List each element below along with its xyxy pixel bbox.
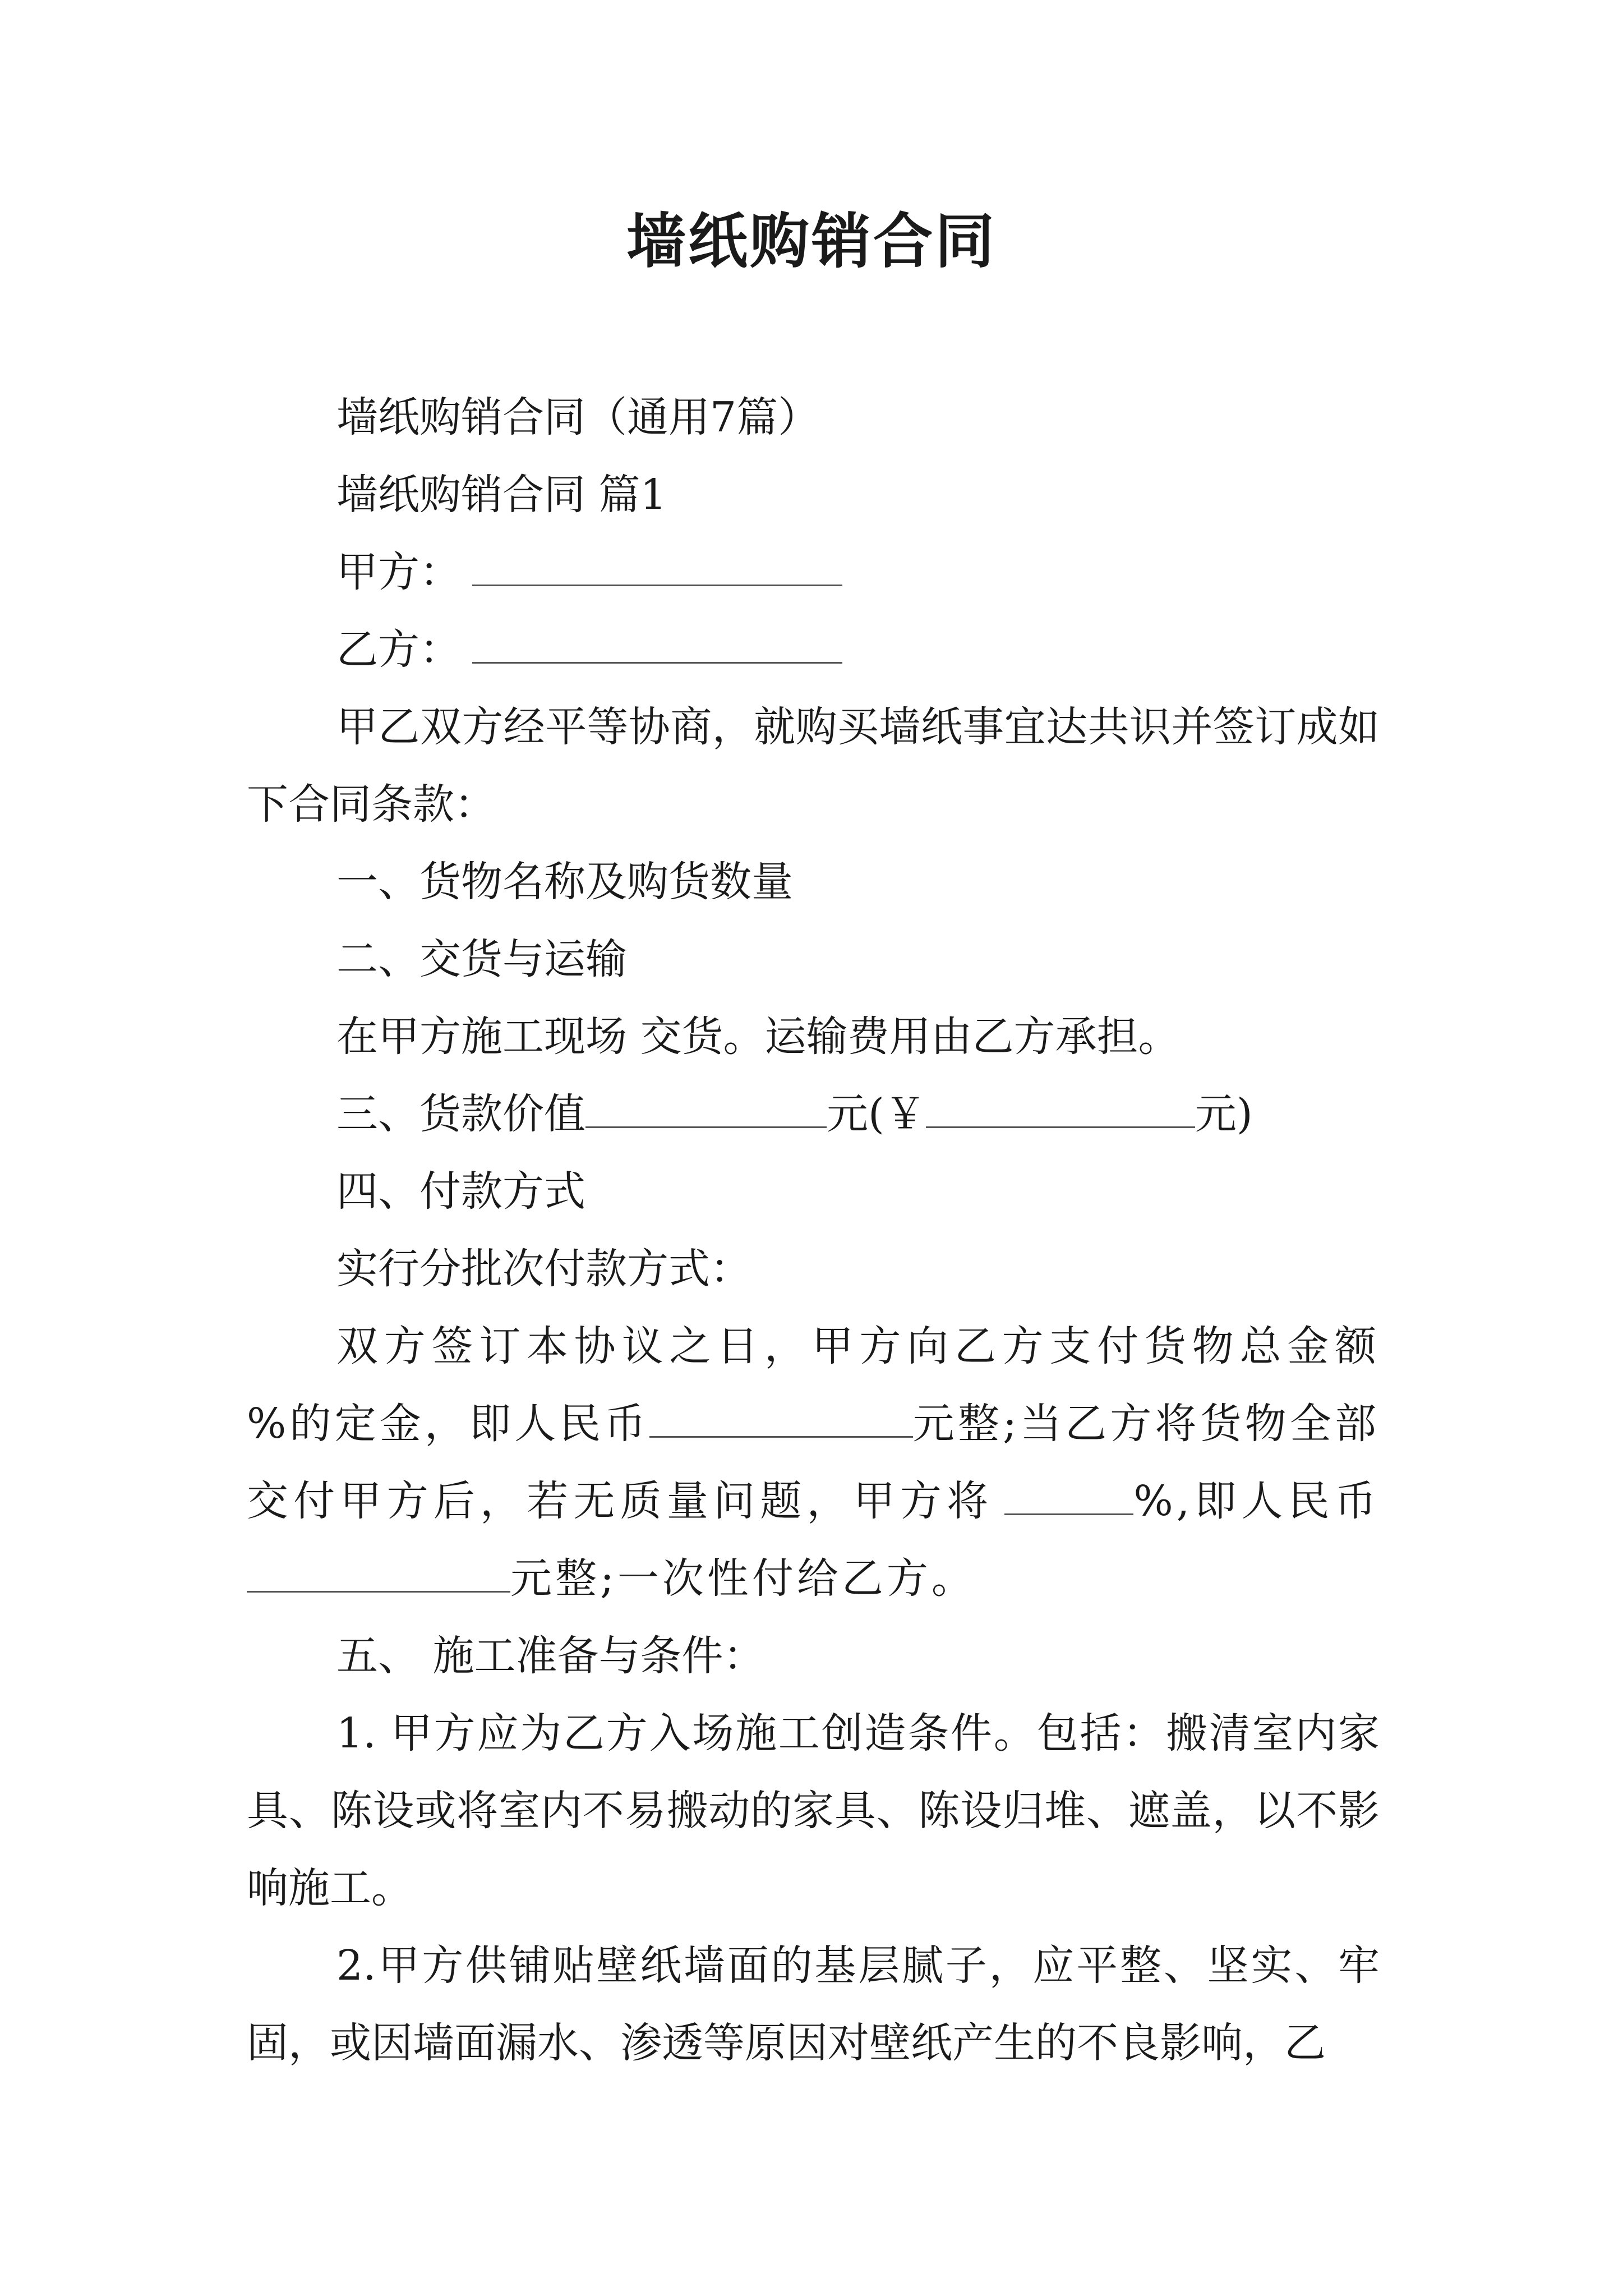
clause-3-line bbox=[247, 1075, 1380, 1153]
party-b-label: 乙方： bbox=[336, 625, 461, 674]
payment-terms-paragraph bbox=[247, 1308, 1380, 1617]
clause-1-heading: 一、货物名称及购货数量 bbox=[336, 858, 793, 906]
price-yuan-label: 元(￥ bbox=[827, 1090, 926, 1138]
clause-4-heading: 四、付款方式 bbox=[336, 1167, 585, 1216]
clause-2-text: 在甲方施工现场 交货。运输费用由乙方承担。 bbox=[336, 1013, 1180, 1061]
party-a-blank bbox=[472, 552, 842, 586]
clause-2-heading: 二、交货与运输 bbox=[336, 935, 627, 983]
clause-4-text: 实行分批次付款方式： bbox=[336, 1245, 751, 1293]
document-body bbox=[247, 379, 1380, 2082]
clause-5-item-1: 1. 甲方应为乙方入场施工创造条件。包括：搬清室内家具、陈设或将室内不易搬动的家具、陈设归堆、遮盖，以不影响施工。 bbox=[247, 1709, 1380, 1912]
price-rmb-blank bbox=[926, 1094, 1195, 1128]
price-blank bbox=[585, 1094, 827, 1128]
payment-text-b: 元整;当乙方将货物全部交付甲方后，若无质量问题，甲方将 bbox=[247, 1400, 1380, 1525]
payment-text-d: 元整;一次性付给乙方。 bbox=[510, 1554, 976, 1603]
deposit-blank bbox=[649, 1404, 913, 1438]
final-payment-blank bbox=[247, 1558, 510, 1593]
party-b-line bbox=[247, 611, 1380, 688]
paragraph-section-heading: 墙纸购销合同 篇1 bbox=[336, 471, 667, 519]
percent-blank bbox=[1004, 1481, 1133, 1515]
party-a-label: 甲方： bbox=[336, 548, 461, 596]
clause-3-label: 三、货款价值 bbox=[336, 1090, 585, 1138]
party-b-blank bbox=[472, 629, 842, 664]
price-close-label: 元) bbox=[1195, 1090, 1253, 1138]
clause-5-heading: 五、 施工准备与条件： bbox=[336, 1632, 765, 1680]
party-a-line bbox=[247, 533, 1380, 611]
payment-text-c: %,即人民币 bbox=[1133, 1477, 1380, 1525]
payment-text-a: 双方签订本协议之日，甲方向乙方支付货物总金额 %的定金，即人民币 bbox=[247, 1322, 1380, 1448]
paragraph-preamble: 甲乙双方经平等协商，就购买墙纸事宜达共识并签订成如下合同条款： bbox=[247, 703, 1380, 829]
page-title: 墙纸购销合同 bbox=[626, 206, 997, 276]
paragraph-subtitle: 墙纸购销合同（通用7篇） bbox=[336, 393, 820, 441]
clause-5-item-2: 2.甲方供铺贴壁纸墙面的基层腻子，应平整、坚实、牢固，或因墙面漏水、渗透等原因对壁纸产生的不良影响，乙 bbox=[247, 1941, 1380, 2067]
